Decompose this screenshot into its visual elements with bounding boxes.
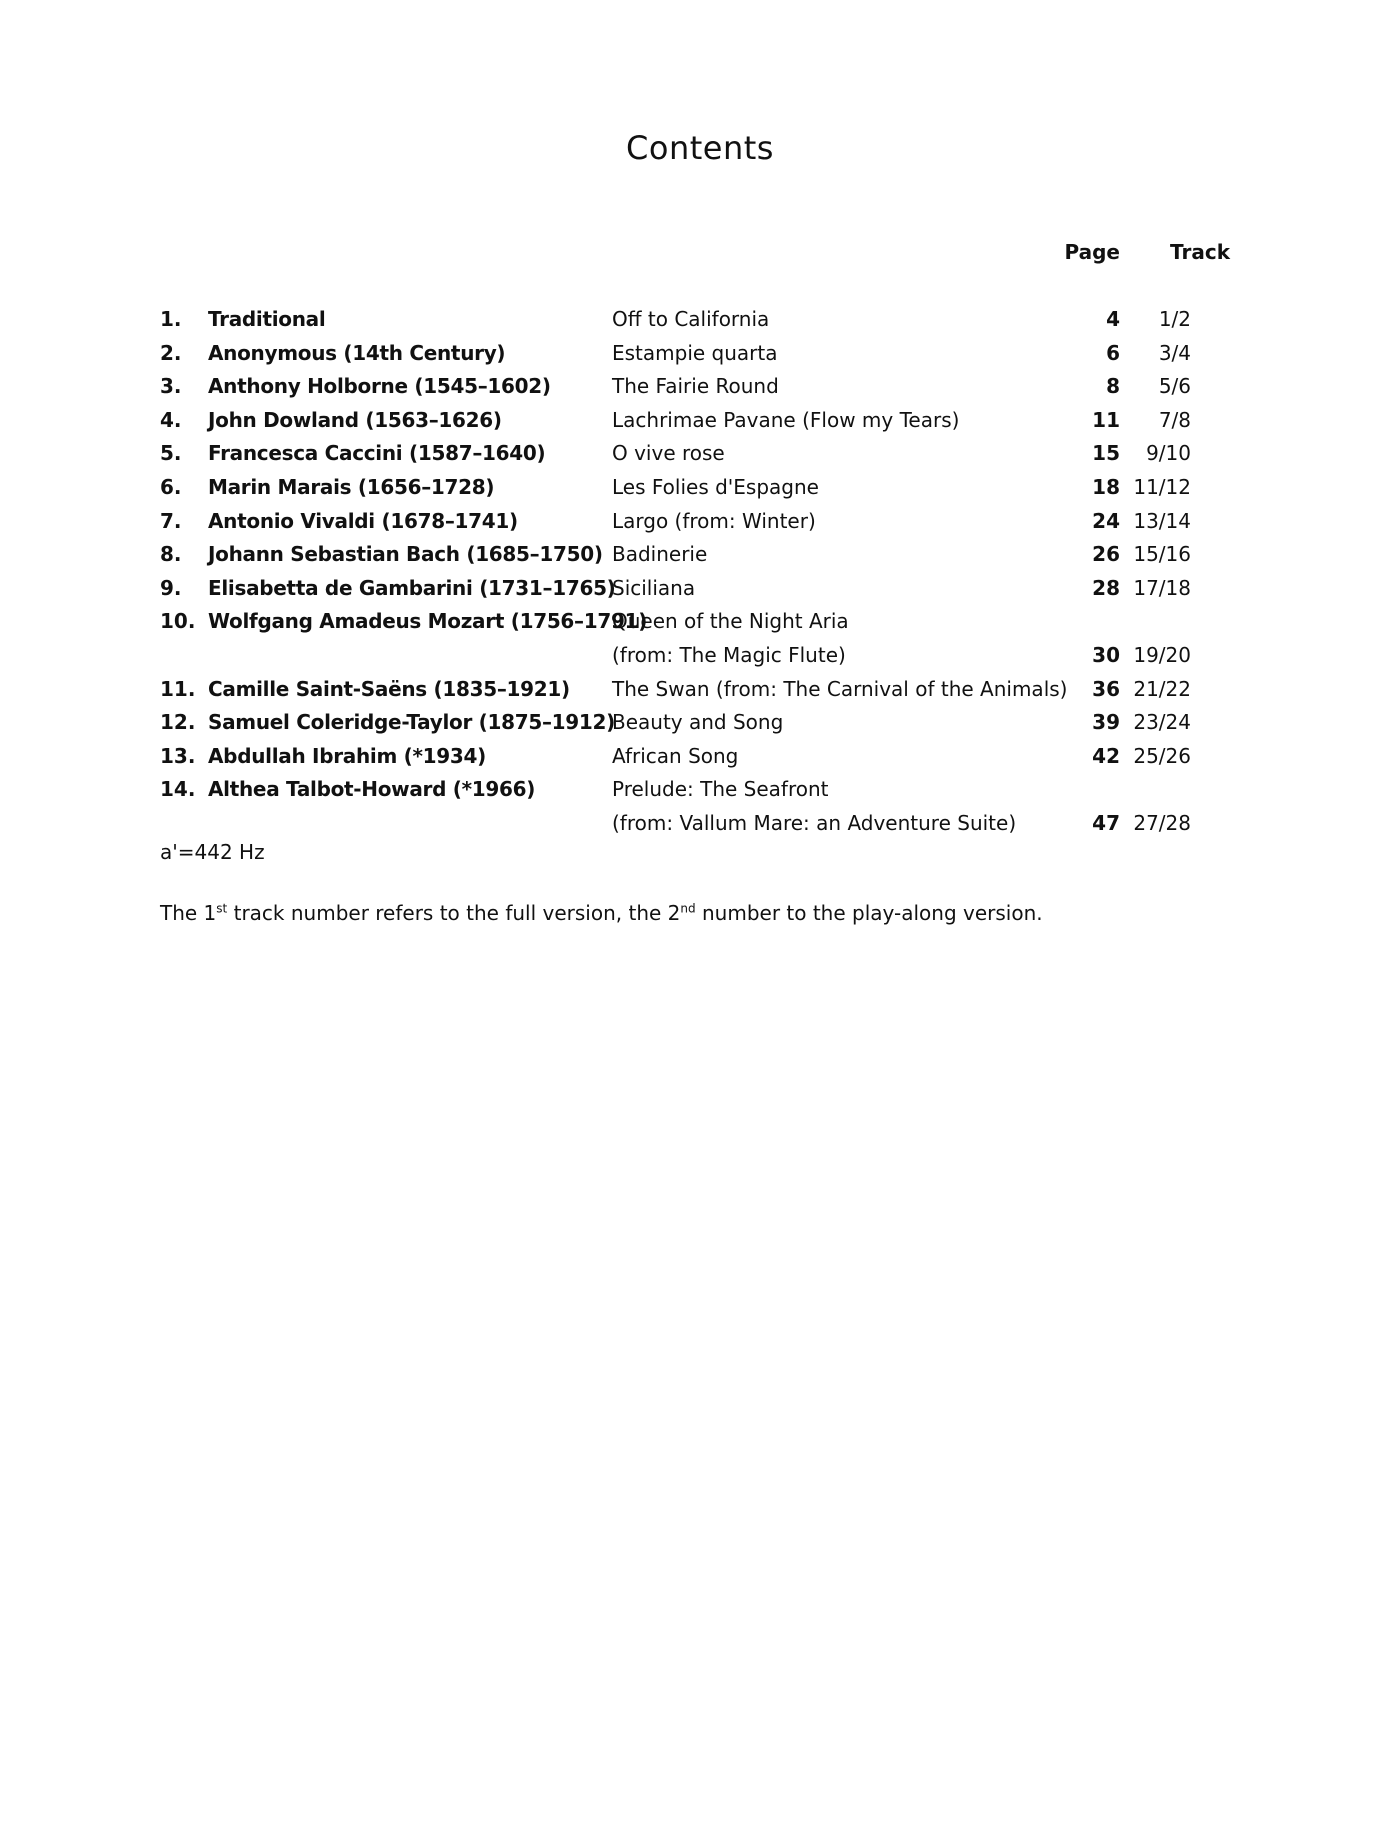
work-title: Estampie quarta <box>612 340 778 365</box>
track-number: 7/8 <box>1158 407 1191 432</box>
work-title: African Song <box>612 743 739 768</box>
track-number: 9/10 <box>1146 441 1191 466</box>
contents-row <box>160 572 1235 606</box>
work-title: Beauty and Song <box>612 710 784 735</box>
composer-name: Anonymous (14th Century) <box>208 340 506 365</box>
composer-name: Camille Saint-Saëns (1835–1921) <box>208 676 570 701</box>
page-number: 30 <box>1092 642 1120 667</box>
composer-name: Marin Marais (1656–1728) <box>208 474 495 499</box>
footnote-superscript: st <box>216 901 228 916</box>
contents-table <box>160 303 1235 841</box>
work-title: Siciliana <box>612 575 696 600</box>
track-number: 21/22 <box>1133 676 1191 701</box>
composer-name: Antonio Vivaldi (1678–1741) <box>208 508 518 533</box>
composer-name: Johann Sebastian Bach (1685–1750) <box>208 542 603 567</box>
entry-number: 2. <box>160 340 182 365</box>
work-title: The Fairie Round <box>612 374 779 399</box>
page-number: 26 <box>1092 542 1120 567</box>
entry-number: 5. <box>160 441 182 466</box>
page-number: 36 <box>1092 676 1120 701</box>
work-title: (from: The Magic Flute) <box>612 642 846 667</box>
entry-number: 12. <box>160 710 196 735</box>
column-header-track: Track <box>1170 240 1230 264</box>
contents-row <box>160 404 1235 438</box>
contents-row <box>160 370 1235 404</box>
track-footnote <box>160 897 1043 931</box>
track-number: 15/16 <box>1133 542 1191 567</box>
composer-name: Francesca Caccini (1587–1640) <box>208 441 546 466</box>
composer-name: Althea Talbot-Howard (*1966) <box>208 777 536 802</box>
composer-name: Samuel Coleridge-Taylor (1875–1912) <box>208 710 615 735</box>
page-number: 15 <box>1092 441 1120 466</box>
track-number: 27/28 <box>1133 810 1191 835</box>
work-title: Les Folies d'Espagne <box>612 474 819 499</box>
entry-number: 14. <box>160 777 196 802</box>
entry-number: 1. <box>160 307 182 331</box>
entry-number: 6. <box>160 474 182 499</box>
composer-name: Abdullah Ibrahim (*1934) <box>208 743 486 768</box>
track-number: 3/4 <box>1158 340 1191 365</box>
work-title: (from: Vallum Mare: an Adventure Suite) <box>612 810 1017 835</box>
track-number: 1/2 <box>1158 307 1191 331</box>
contents-row <box>160 807 1235 841</box>
tuning-note: a'=442 Hz <box>160 840 265 864</box>
track-number: 25/26 <box>1133 743 1191 768</box>
contents-row <box>160 773 1235 807</box>
composer-name: John Dowland (1563–1626) <box>208 407 502 432</box>
page-number: 24 <box>1092 508 1120 533</box>
page-title: Contents <box>626 129 774 167</box>
page-number: 47 <box>1092 810 1120 835</box>
composer-name: Wolfgang Amadeus Mozart (1756–1791) <box>208 609 648 634</box>
work-title: Queen of the Night Aria <box>612 609 849 634</box>
contents-row <box>160 605 1235 639</box>
page-number: 11 <box>1092 407 1120 432</box>
track-number: 13/14 <box>1133 508 1191 533</box>
page-number: 28 <box>1092 575 1120 600</box>
page-number: 42 <box>1092 743 1120 768</box>
footnote-text: track number refers to the full version, the 2 <box>227 901 681 925</box>
work-title: Off to California <box>612 307 770 331</box>
track-number: 17/18 <box>1133 575 1191 600</box>
track-number: 11/12 <box>1133 474 1191 499</box>
work-title: The Swan (from: The Carnival of the Animals) <box>612 676 1068 701</box>
page-number: 39 <box>1092 710 1120 735</box>
contents-row <box>160 639 1235 673</box>
page-number: 18 <box>1092 474 1120 499</box>
track-number: 19/20 <box>1133 642 1191 667</box>
entry-number: 13. <box>160 743 196 768</box>
entry-number: 9. <box>160 575 182 600</box>
track-number: 23/24 <box>1133 710 1191 735</box>
entry-number: 7. <box>160 508 182 533</box>
contents-row <box>160 303 1235 337</box>
work-title: Lachrimae Pavane (Flow my Tears) <box>612 407 960 432</box>
contents-row <box>160 673 1235 707</box>
entry-number: 4. <box>160 407 182 432</box>
contents-row <box>160 538 1235 572</box>
entry-number: 10. <box>160 609 196 634</box>
work-title: O vive rose <box>612 441 725 466</box>
contents-row <box>160 505 1235 539</box>
footnote-text: number to the play-along version. <box>695 901 1043 925</box>
work-title: Badinerie <box>612 542 708 567</box>
composer-name: Anthony Holborne (1545–1602) <box>208 374 551 399</box>
contents-row <box>160 706 1235 740</box>
page-number: 6 <box>1106 340 1120 365</box>
contents-row <box>160 437 1235 471</box>
contents-row <box>160 337 1235 371</box>
contents-row <box>160 471 1235 505</box>
track-number: 5/6 <box>1158 374 1191 399</box>
entry-number: 3. <box>160 374 182 399</box>
page-number: 4 <box>1106 307 1120 331</box>
footnote-text: The 1 <box>160 901 217 925</box>
column-header-page: Page <box>1064 240 1120 264</box>
contents-row <box>160 740 1235 774</box>
entry-number: 8. <box>160 542 182 567</box>
work-title: Prelude: The Seafront <box>612 777 829 802</box>
work-title: Largo (from: Winter) <box>612 508 816 533</box>
composer-name: Elisabetta de Gambarini (1731–1765) <box>208 575 616 600</box>
page-number: 8 <box>1106 374 1120 399</box>
footnote-superscript: nd <box>680 901 696 916</box>
composer-name: Traditional <box>208 307 326 331</box>
entry-number: 11. <box>160 676 196 701</box>
